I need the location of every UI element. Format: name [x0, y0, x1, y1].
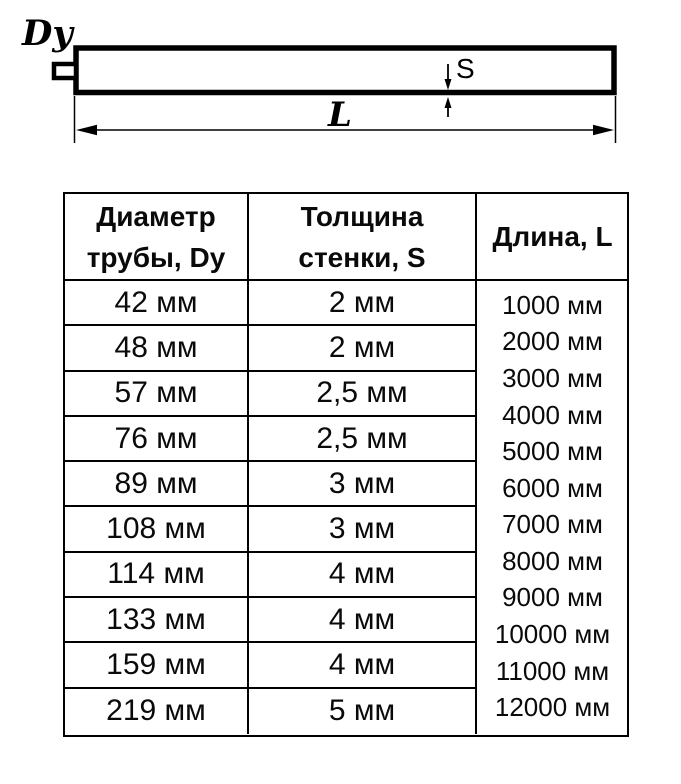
- thickness-cell: 3 мм: [249, 507, 477, 552]
- diameter-cell: 159 мм: [65, 643, 249, 688]
- header-thickness: [249, 194, 477, 281]
- header-length-label: Длина, L: [492, 221, 613, 252]
- length-item: 10000 мм: [494, 618, 611, 649]
- length-item: 1000 мм: [502, 289, 603, 320]
- diameter-cell: 219 мм: [65, 689, 249, 734]
- s-label: S: [456, 53, 475, 84]
- thickness-cell: 2 мм: [249, 281, 477, 326]
- thickness-cell: 4 мм: [249, 598, 477, 643]
- header-diameter-line2: трубы, Dy: [86, 241, 226, 273]
- thickness-cell: 4 мм: [249, 643, 477, 688]
- length-item: 4000 мм: [502, 399, 603, 430]
- diameter-cell: 57 мм: [65, 372, 249, 417]
- thickness-cell: 2 мм: [249, 326, 477, 371]
- diameter-cell: 114 мм: [65, 553, 249, 598]
- s-arrow-lower: [445, 97, 452, 117]
- diameter-cell: 108 мм: [65, 507, 249, 552]
- pipe-spec-table: [63, 192, 629, 737]
- l-label: L: [328, 95, 352, 135]
- length-list-cell: [477, 281, 628, 734]
- header-length: [477, 194, 628, 281]
- length-item: 5000 мм: [502, 436, 603, 467]
- length-item: 9000 мм: [502, 582, 603, 613]
- pipe-end-tab: [54, 64, 76, 78]
- length-item: 11000 мм: [495, 655, 610, 686]
- l-arrowhead-left: [76, 125, 97, 135]
- header-thickness-line1: Толщина: [300, 200, 424, 232]
- pipe-outline: [76, 48, 614, 93]
- header-thickness-line2: стенки, S: [298, 241, 426, 273]
- length-item: 6000 мм: [502, 472, 603, 503]
- dy-label: Dy: [22, 13, 73, 54]
- length-item: 12000 мм: [494, 692, 611, 723]
- l-arrowhead-right: [593, 125, 614, 135]
- pipe-diagram: [0, 0, 681, 170]
- header-diameter-line1: Диаметр: [96, 200, 216, 232]
- length-item: 2000 мм: [502, 326, 603, 357]
- thickness-cell: 2,5 мм: [249, 417, 477, 462]
- length-item: 8000 мм: [502, 545, 603, 576]
- thickness-cell: 5 мм: [249, 689, 477, 734]
- diameter-cell: 76 мм: [65, 417, 249, 462]
- diameter-cell: 48 мм: [65, 326, 249, 371]
- diameter-cell: 89 мм: [65, 462, 249, 507]
- diameter-cell: 133 мм: [65, 598, 249, 643]
- length-item: 7000 мм: [502, 509, 603, 540]
- diameter-cell: 42 мм: [65, 281, 249, 326]
- length-item: 3000 мм: [502, 362, 603, 393]
- header-diameter: [65, 194, 249, 281]
- thickness-cell: 2,5 мм: [249, 372, 477, 417]
- thickness-cell: 4 мм: [249, 553, 477, 598]
- thickness-cell: 3 мм: [249, 462, 477, 507]
